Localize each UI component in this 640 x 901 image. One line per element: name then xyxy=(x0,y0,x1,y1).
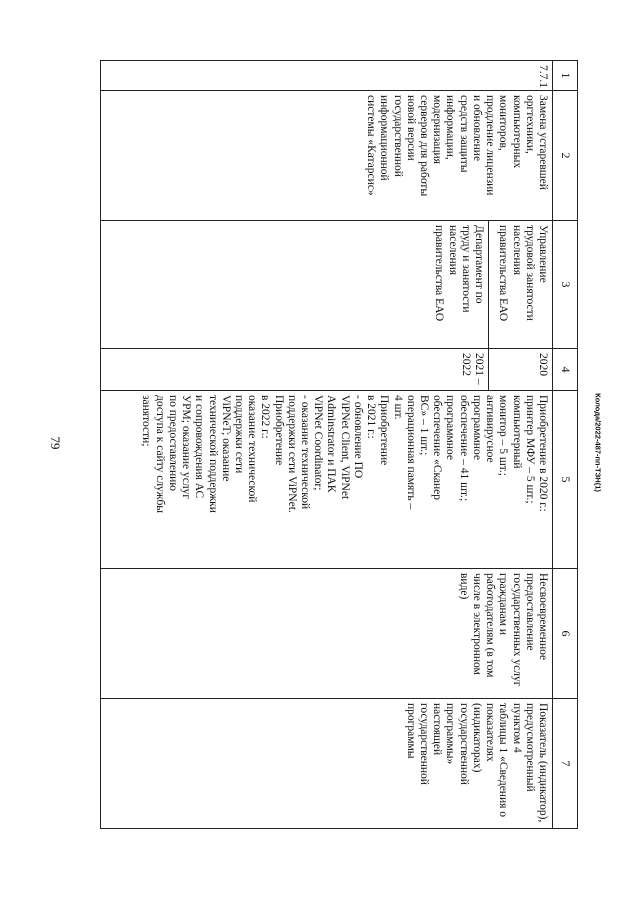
row-number xyxy=(101,61,553,91)
header-col-1: 1 xyxy=(553,61,578,91)
header-col-3: 3 xyxy=(553,221,578,349)
activities-cell xyxy=(101,391,553,569)
executor-2: Департамент по труду и занятости населения правительства ЕАО xyxy=(433,225,485,322)
page-number: 79 xyxy=(48,436,63,450)
measure-name-text: Замена устаревшей оргтехники, компьютерных мониторов, продление лицензии и обновление средств защиты информации, модернизация серверов для работы новой версии государственной информационной системы «Катарсис» xyxy=(365,95,549,197)
header-col-7: 7 xyxy=(553,699,578,829)
result-text: Несвоевременное предоставление государственных услуг гражданам и работодателям (в том числе в электронном виде) xyxy=(457,573,549,687)
executor-1: Управление трудовой занятости населения правительства ЕАО xyxy=(488,221,552,348)
header-col-5: 5 xyxy=(553,391,578,569)
header-row xyxy=(553,61,578,829)
header-col-6: 6 xyxy=(553,569,578,699)
row-number-text: 7.7.1 xyxy=(537,65,549,88)
header-col-2: 2 xyxy=(553,91,578,221)
result-cell xyxy=(101,569,553,699)
executors-cell xyxy=(101,221,553,349)
years-cell xyxy=(101,349,553,391)
measure-name xyxy=(101,91,553,221)
year-1: 2020 xyxy=(488,349,552,390)
rotated-table-container xyxy=(100,60,578,828)
activities-text: Приобретение в 2020 г.: принтер МФУ – 5 шт.; компьютерный монитор – 5 шт.; антивирусное программное обеспечение – 41 шт.; программное обеспечение «Сканер ВС» – 1 шт.; операционная память – 4 шт. Приобретение в 2021 г.: - обновление ПО ViPNet Client, ViPNet Adminstrator и ПАК ViPNet Coordinator; - оказание технической поддержки сети ViPNet. Приобретение в 2022 г.: оказание технической поддержки сети ViPNeT; оказание технической поддержки и сопровождения АС УРМ; оказание услуг по предоставлению доступа к сайту службы занятости; xyxy=(140,395,549,514)
document-id: Колода/2022-487-пп-ТЗН(1) xyxy=(593,393,603,492)
indicator-cell xyxy=(101,699,553,829)
indicator-text: Показатель (индикатор), предусмотренный пунктом 4 таблицы 1 «Сведения о показателях (индикаторах) государственной программы» настоящей государственной программы xyxy=(404,703,549,823)
table-row xyxy=(101,61,553,829)
year-2: 2021 – 2022 xyxy=(459,353,485,385)
header-col-4: 4 xyxy=(553,349,578,391)
program-table xyxy=(100,60,578,829)
table-rotation-frame xyxy=(100,60,578,828)
